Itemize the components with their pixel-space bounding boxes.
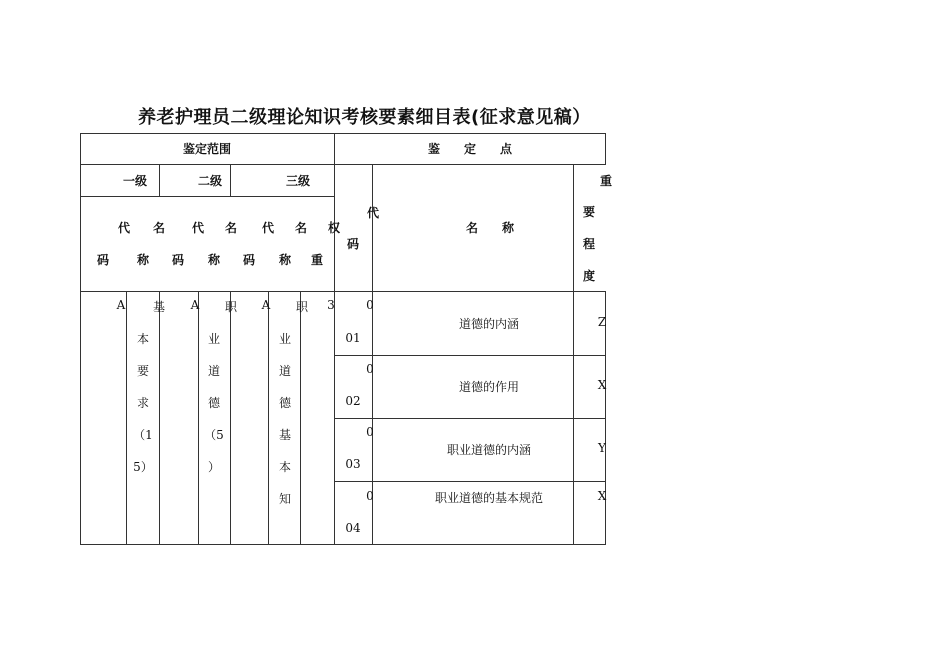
l1-code: A [116,298,126,312]
l1-name-char: 5） [133,460,153,474]
header-point-code-bottom: 码 [346,237,360,251]
l3-name-char: 基 [278,428,292,442]
l2-name-char: 德 [207,396,221,410]
table-border-right [605,133,606,165]
header-l1-name-bottom: 称 [136,253,150,267]
row-code-bottom: 04 [345,521,361,535]
header-l3-code-bottom: 码 [242,253,256,267]
row-code-top: 0 [366,425,374,439]
header-weight-bottom: 重 [310,253,324,267]
l3-name-char: 本 [278,460,292,474]
header-l1-code-top: 代 [117,221,131,235]
table-border-top [80,133,606,134]
header-l1-name-top: 名 [152,221,166,235]
grid-line [159,164,160,196]
l2-name-char: ） [207,460,221,474]
l3-name-char: 道 [278,364,292,378]
document-title: 养老护理员二级理论知识考核要素细目表(征求意见稿） [138,107,591,128]
grid-line [159,291,160,545]
grid-line [573,164,574,545]
grid-line [372,164,373,545]
grid-line [334,481,606,482]
header-points: 鉴 定 点 [427,142,513,156]
l2-name-char: 业 [207,332,221,346]
grid-line [268,291,269,545]
l1-name-char: （1 [133,428,153,442]
row-importance: X [597,489,607,503]
header-importance-3: 程 [582,237,596,251]
row-code-bottom: 01 [345,331,361,345]
row-importance: X [597,378,607,392]
l1-name-char: 本 [136,332,150,346]
header-level3: 三级 [285,174,311,188]
header-importance-2: 要 [582,205,596,219]
header-l2-code-bottom: 码 [171,253,185,267]
l1-name-char: 求 [136,396,150,410]
header-importance-1: 重 [599,174,613,188]
l3-name-char: 德 [278,396,292,410]
l2-code: A [190,298,200,312]
header-range: 鉴定范围 [182,142,232,156]
grid-line [334,355,606,356]
table-border-right [605,291,606,545]
l1-name-char: 基 [152,300,166,314]
row-name: 职业道德的内涵 [446,443,532,457]
header-l2-code-top: 代 [191,221,205,235]
header-point-name: 名 称 [465,221,515,235]
l3-name-char: 业 [278,332,292,346]
row-code-top: 0 [366,298,374,312]
header-weight-top: 权 [327,221,341,235]
grid-line [198,291,199,545]
l3-name-char: 职 [295,300,309,314]
header-level1: 一级 [122,174,148,188]
l2-name-char: 职 [224,300,238,314]
grid-line [230,291,231,545]
grid-line [334,418,606,419]
row-importance: Z [597,315,607,329]
l2-name-char: （5 [204,428,224,442]
header-importance-4: 度 [582,269,596,283]
header-point-code-top: 代 [366,206,380,220]
row-name: 道德的内涵 [458,317,520,331]
header-l1-code-bottom: 码 [96,253,110,267]
l3-code: A [261,298,271,312]
grid-line [126,291,127,545]
row-importance: Y [598,441,606,455]
l3-weight: 3 [327,298,335,312]
l1-name-char: 要 [136,364,150,378]
l3-name-char: 知 [278,492,292,506]
table-border-left [80,133,81,545]
header-l2-name-bottom: 称 [207,253,221,267]
header-l3-name-bottom: 称 [278,253,292,267]
l2-name-char: 道 [207,364,221,378]
row-code-top: 0 [366,362,374,376]
header-l2-name-top: 名 [224,221,238,235]
grid-line [80,196,334,197]
header-level2: 二级 [197,174,223,188]
row-code-bottom: 03 [345,457,361,471]
row-name: 道德的作用 [458,380,520,394]
row-code-bottom: 02 [345,394,361,408]
header-l3-name-top: 名 [294,221,308,235]
header-l3-code-top: 代 [261,221,275,235]
row-name: 职业道德的基本规范 [434,491,544,505]
grid-line [334,133,335,545]
grid-line [230,164,231,196]
grid-line [300,291,301,545]
row-code-top: 0 [366,489,374,503]
